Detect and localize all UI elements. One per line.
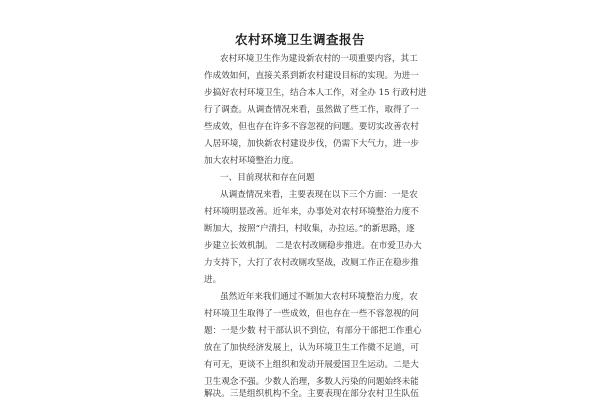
- paragraph-line: 加大农村环境整治力度。: [204, 156, 299, 166]
- paragraph-line: 步建立长效机制。 二是农村改厕稳步推进。在市爱卫办大: [204, 241, 422, 251]
- paragraph-line: 农村环境卫生作为建设新农村的一项重要内容，其工: [220, 54, 418, 64]
- paragraph-line: 虽然近年来我们通过不断加大农村环境整治力度，农: [220, 292, 418, 302]
- paragraph-line: 力支持下，大打了农村改厕攻坚战，改厕工作正在稳步推: [204, 258, 419, 268]
- paragraph-line: 断加大，按照“户清扫，村收集，办拉运。”的新思路，逐: [204, 224, 415, 234]
- section-heading: 一、目前现状和存在问题: [220, 173, 315, 183]
- paragraph-line: 题：一是少数 村干部认识不到位，有部分干部把工作重心: [204, 326, 422, 336]
- paragraph-line: 有可无，更谈不上组织和发动开展爱国卫生运动。二是大: [204, 360, 419, 370]
- paragraph-line: 卫生观念不强。少数人治理，多数人污染的问题始终未能: [204, 377, 419, 387]
- paragraph-line: 作成效如何，直接关系到新农村建设目标的实现。为进一: [204, 71, 419, 81]
- paragraph-line: 些成效，但也存在许多不容忽视的问题。要切实改善农村: [204, 122, 419, 132]
- paragraph-line: 村环境卫生取得了一些成效，但也存在一些不容忽视的问: [204, 309, 419, 319]
- paragraph-line: 人居环境，加快新农村建设步伐，仍需下大气力，进一步: [204, 139, 419, 149]
- paragraph-line: 行了调查。从调查情况来看，虽然做了些工作，取得了一: [204, 105, 419, 115]
- paragraph-line: 步搞好农村环境卫生，结合本人工作，对全办 15 行政村进: [204, 88, 427, 98]
- paragraph-line: 放在了加快经济发展上，认为环境卫生工作微不足道，可: [204, 343, 419, 353]
- paragraph-line: 进。: [204, 275, 222, 285]
- paragraph-line: 解决。三是组织机构不全。主要表现在部分农村卫生队伍: [204, 389, 419, 399]
- paragraph-line: 村环境明显改善。近年来，办事处对农村环境整治力度不: [204, 207, 419, 217]
- paragraph-line: 从调查情况来看，主要表现在以下三个方面：一是农: [220, 190, 418, 200]
- document-title: 农村环境卫生调查报告: [234, 32, 365, 47]
